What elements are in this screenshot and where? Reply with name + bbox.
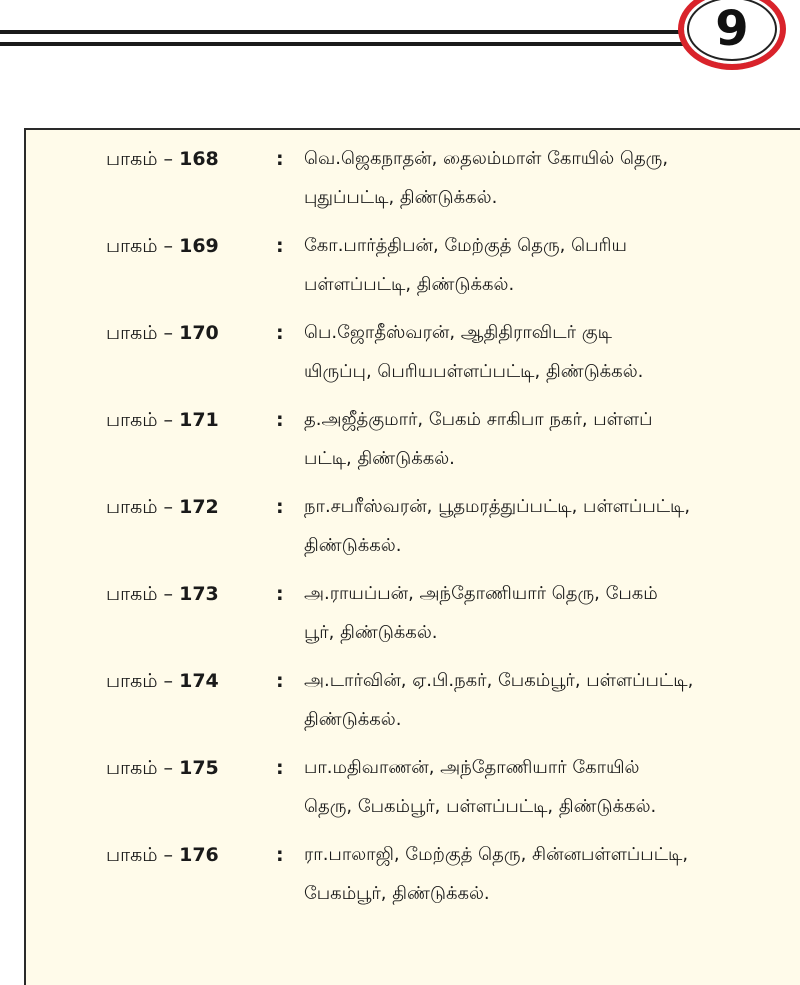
separator-colon: : xyxy=(276,148,284,170)
part-word: பாகம் – xyxy=(106,235,174,257)
page-number: 9 xyxy=(715,1,749,57)
address-line-2: பள்ளப்பட்டி, திண்டுக்கல். xyxy=(304,274,515,295)
list-item xyxy=(26,478,800,564)
part-label xyxy=(106,322,219,347)
separator-colon: : xyxy=(276,322,284,344)
separator-colon: : xyxy=(276,670,284,692)
separator-colon: : xyxy=(276,496,284,518)
separator-colon: : xyxy=(276,583,284,605)
list-item xyxy=(26,217,800,303)
booth-list-box xyxy=(24,128,800,985)
part-number: 176 xyxy=(179,844,219,866)
address-line-2: திண்டுக்கல். xyxy=(304,535,402,556)
address-line-1: அ.ராயப்பன், அந்தோணியார் தெரு, பேகம் xyxy=(304,583,658,604)
separator-colon: : xyxy=(276,844,284,866)
separator-colon: : xyxy=(276,235,284,257)
part-label xyxy=(106,844,219,869)
separator-colon: : xyxy=(276,757,284,779)
part-number: 168 xyxy=(179,148,219,170)
part-number: 172 xyxy=(179,496,219,518)
list-item xyxy=(26,826,800,912)
address-line-2: திண்டுக்கல். xyxy=(304,709,402,730)
address-line-1: த.அஜீத்குமார், பேகம் சாகிபா நகர், பள்ளப் xyxy=(304,409,653,430)
address-line-1: கோ.பார்த்திபன், மேற்குத் தெரு, பெரிய xyxy=(304,235,627,256)
part-label xyxy=(106,148,219,173)
part-word: பாகம் – xyxy=(106,409,174,431)
list-item xyxy=(26,304,800,390)
list-item xyxy=(26,565,800,651)
header-rule xyxy=(0,30,688,46)
part-label xyxy=(106,496,219,521)
part-word: பாகம் – xyxy=(106,322,174,344)
part-label xyxy=(106,235,219,260)
part-number: 171 xyxy=(179,409,219,431)
part-number: 175 xyxy=(179,757,219,779)
part-label xyxy=(106,670,219,695)
address-line-1: நா.சபரீஸ்வரன், பூதமரத்துப்பட்டி, பள்ளப்பட்டி, xyxy=(304,496,691,517)
address-line-1: பா.மதிவாணன், அந்தோணியார் கோயில் xyxy=(304,757,640,778)
part-word: பாகம் – xyxy=(106,670,174,692)
address-line-2: புதுப்பட்டி, திண்டுக்கல். xyxy=(304,187,498,208)
part-number: 170 xyxy=(179,322,219,344)
address-line-1: அ.டார்வின், ஏ.பி.நகர், பேகம்பூர், பள்ளப்பட்டி, xyxy=(304,670,694,691)
part-number: 173 xyxy=(179,583,219,605)
address-line-2: பேகம்பூர், திண்டுக்கல். xyxy=(304,883,490,904)
part-word: பாகம் – xyxy=(106,148,174,170)
part-number: 169 xyxy=(179,235,219,257)
list-item xyxy=(26,130,800,216)
part-number: 174 xyxy=(179,670,219,692)
address-line-2: தெரு, பேகம்பூர், பள்ளப்பட்டி, திண்டுக்கல். xyxy=(304,796,657,817)
separator-colon: : xyxy=(276,409,284,431)
part-label xyxy=(106,409,219,434)
list-item xyxy=(26,391,800,477)
list-item xyxy=(26,739,800,825)
address-line-2: பட்டி, திண்டுக்கல். xyxy=(304,448,455,469)
address-line-1: வெ.ஜெகநாதன், தைலம்மாள் கோயில் தெரு, xyxy=(304,148,669,169)
address-line-1: பெ.ஜோதீஸ்வரன், ஆதிதிராவிடர் குடி xyxy=(304,322,612,343)
address-line-1: ரா.பாலாஜி, மேற்குத் தெரு, சின்னபள்ளப்பட்டி, xyxy=(304,844,689,865)
page-number-badge xyxy=(678,0,786,70)
part-word: பாகம் – xyxy=(106,757,174,779)
part-label xyxy=(106,757,219,782)
part-word: பாகம் – xyxy=(106,583,174,605)
list-item xyxy=(26,652,800,738)
address-line-2: யிருப்பு, பெரியபள்ளப்பட்டி, திண்டுக்கல். xyxy=(304,361,644,382)
part-word: பாகம் – xyxy=(106,496,174,518)
address-line-2: பூர், திண்டுக்கல். xyxy=(304,622,438,643)
part-word: பாகம் – xyxy=(106,844,174,866)
part-label xyxy=(106,583,219,608)
